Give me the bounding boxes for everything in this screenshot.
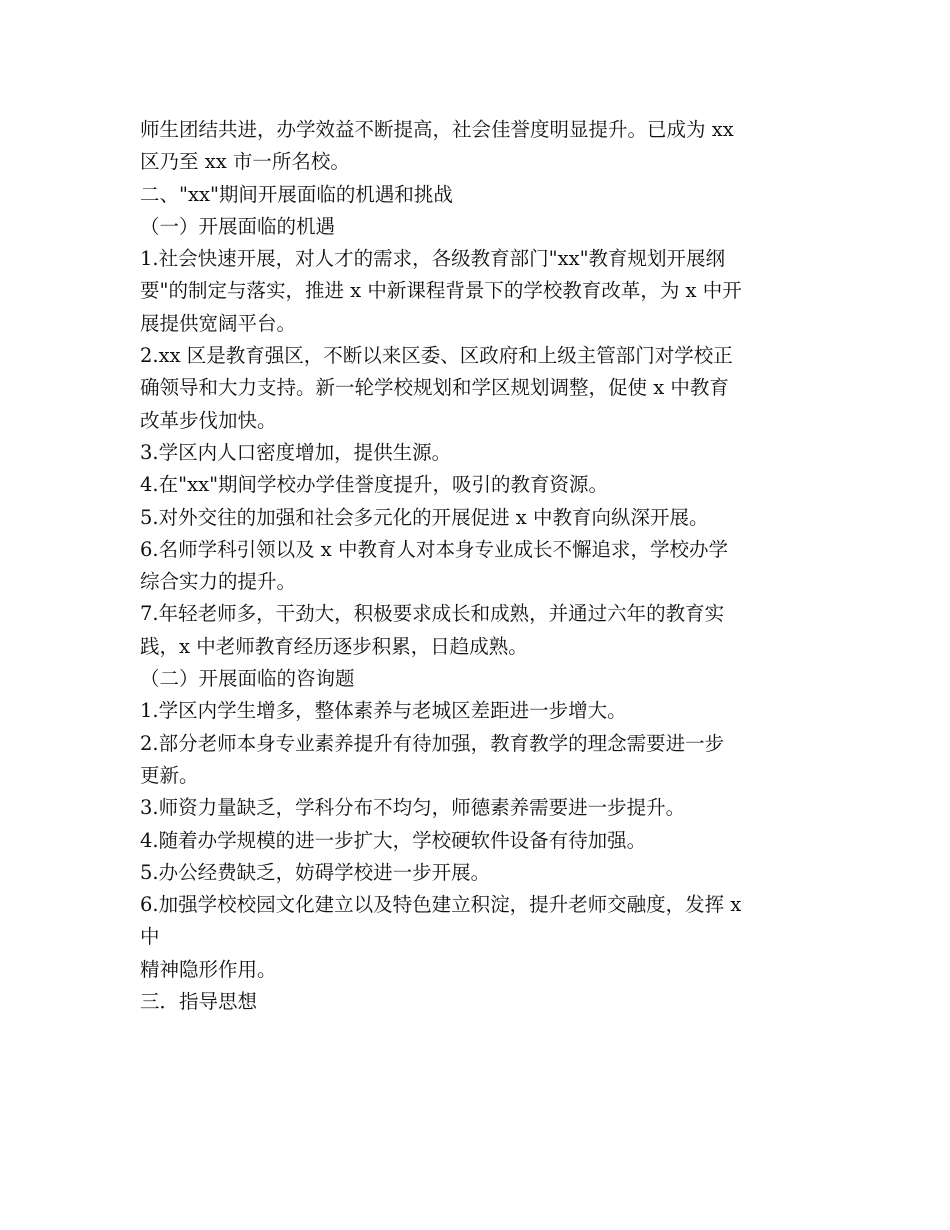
text-line: 6.加强学校校园文化建立以及特色建立积淀，提升老师交融度，发挥 x — [140, 893, 742, 917]
text-line: 师生团结共进，办学效益不断提高，社会佳誉度明显提升。已成为 xx — [140, 118, 734, 141]
text-line: 2.xx 区是教育强区，不断以来区委、区政府和上级主管部门对学校正 — [140, 344, 733, 368]
text-line: 2.部分老师本身专业素养提升有待加强，教育教学的理念需要进一步 — [140, 731, 725, 755]
text-line: 6.名师学科引领以及 x 中教育人对本身专业成长不懈追求，学校办学 — [140, 537, 728, 561]
text-line: 要"的制定与落实，推进 x 中新课程背景下的学校教育改革，为 x 中开 — [140, 279, 742, 303]
text-line: 3.师资力量缺乏，学科分布不均匀，师德素养需要进一步提升。 — [140, 796, 686, 820]
text-line: 1.社会快速开展，对人才的需求，各级教育部门"xx"教育规划开展纲 — [140, 247, 726, 271]
text-line: 4.随着办学规模的进一步扩大，学校硬软件设备有待加强。 — [140, 828, 647, 852]
text-line: 精神隐形作用。 — [140, 957, 277, 981]
text-line: 4.在"xx"期间学校办学佳誉度提升，吸引的教育资源。 — [140, 473, 609, 497]
section-heading: 二、"xx"期间开展面临的机遇和挑战 — [140, 182, 453, 206]
text-line: 践，x 中老师教育经历逐步积累，日趋成熟。 — [140, 634, 528, 658]
text-line: 区乃至 xx 市一所名校。 — [140, 150, 350, 174]
document-body — [140, 114, 820, 1018]
text-line: 展提供宽阔平台。 — [140, 311, 297, 335]
subsection-heading: （二）开展面临的咨询题 — [140, 667, 355, 691]
text-line: 5.对外交往的加强和社会多元化的开展促进 x 中教育向纵深开展。 — [140, 505, 709, 529]
section-heading: 三．指导思想 — [140, 990, 258, 1014]
text-line: 1.学区内学生增多，整体素养与老城区差距进一步增大。 — [140, 699, 627, 723]
text-line: 综合实力的提升。 — [140, 570, 297, 594]
text-line: 3.学区内人口密度增加，提供生源。 — [140, 440, 452, 464]
text-line: 5.办公经费缺乏，妨碍学校进一步开展。 — [140, 860, 491, 884]
text-line: 更新。 — [140, 763, 199, 787]
text-line: 7.年轻老师多，干劲大，积极要求成长和成熟，并通过六年的教育实 — [140, 602, 725, 626]
text-line: 中 — [140, 925, 160, 949]
text-line: 改革步伐加快。 — [140, 408, 277, 432]
text-line: 确领导和大力支持。新一轮学校规划和学区规划调整，促使 x 中教育 — [140, 376, 729, 400]
subsection-heading: （一）开展面临的机遇 — [140, 214, 336, 238]
